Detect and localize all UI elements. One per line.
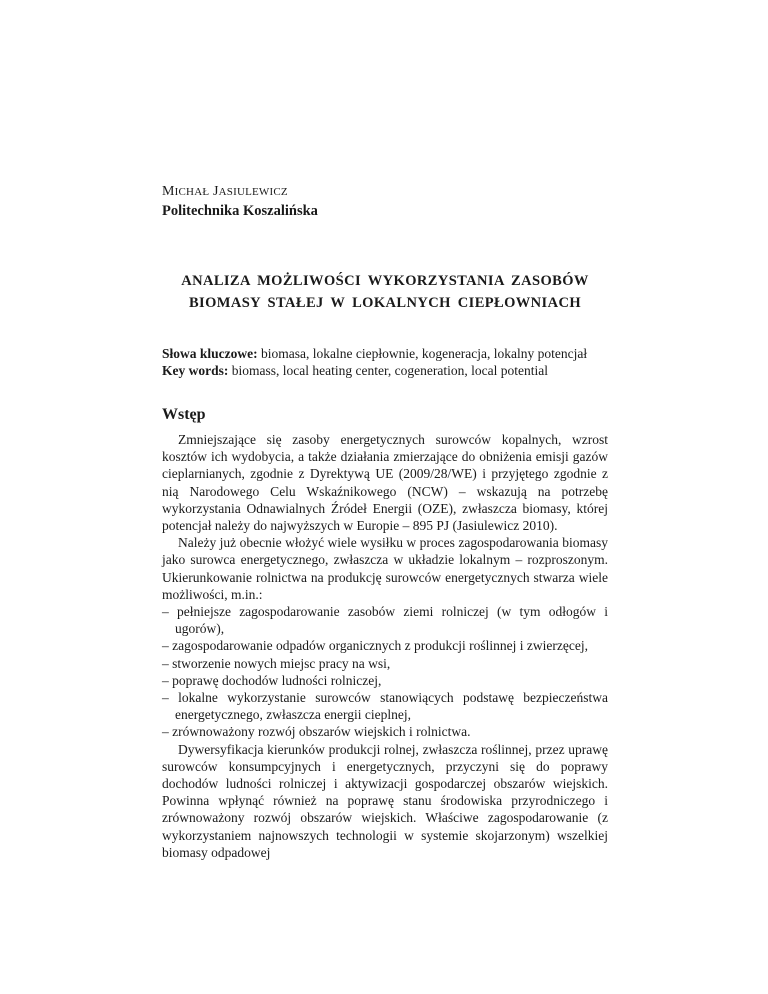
keywords-english-label: Key words:: [162, 363, 229, 378]
list-item: – poprawę dochodów ludności rolniczej,: [162, 672, 382, 688]
paper-title-line-2: BIOMASY STAŁEJ W LOKALNYCH CIEPŁOWNIACH: [188, 295, 582, 311]
list-item: – pełniejsze zagospodarowanie zasobów ziemi rolniczej (w tym odłogów i ugorów),: [162, 604, 608, 637]
keywords-polish-value: biomasa, lokalne ciepłownie, kogeneracja, lokalny potencjał: [257, 346, 588, 361]
paragraph: Zmniejszające się zasoby energetycznych surowców kopalnych, wzrost kosztów ich wydobycia, a także działania zmierzające do obniżenia emisji gazów cieplarnianych, zgodnie z Dyrektywą UE (2009/28/WE) i przyjętego zgodnie z nią Narodowego Celu Wskaźnikowego (NCW) – wskazują na potrzebę wykorzystania Odnawialnych Źródeł Energii (OZE), zwłaszcza biomasy, której potencjał należy do najwyższych w Europie – 895 PJ (Jasiulewicz 2010).: [162, 432, 608, 534]
author-affiliation: Politechnika Koszalińska: [162, 203, 318, 219]
author-first-initial: M: [162, 184, 175, 199]
section-heading: Wstęp: [162, 406, 206, 423]
list-item: – lokalne wykorzystanie surowców stanowiących podstawę bezpieczeństwa energetycznego, zwłaszcza energii cieplnej,: [162, 690, 608, 723]
keywords-english: [162, 363, 622, 379]
keywords-english-value: biomass, local heating center, cogeneration, local potential: [228, 363, 548, 378]
list-item: – stworzenie nowych miejsc pracy na wsi,: [162, 655, 391, 671]
paragraph: Dywersyfikacja kierunków produkcji rolnej, zwłaszcza roślinnej, przez uprawę surowców konsumpcyjnych i energetycznych, przyczyni się do poprawy dochodów ludności rolniczej i aktywizacji gospodarczej obszarów wiejskich. Powinna wpłynąć również na poprawę stanu środowiska przyrodniczego i zrównoważony rozwój obszarów wiejskich. Właściwe zagospodarowanie (z wykorzystaniem najnowszych technologii w systemie skojarzonym) wszelkiej biomasy odpadowej: [162, 741, 608, 860]
author-name: [162, 183, 288, 201]
author-first-rest: ICHAŁ: [174, 186, 210, 198]
list-item: – zrównoważony rozwój obszarów wiejskich i rolnictwa.: [162, 724, 471, 740]
section-body: [162, 431, 608, 861]
paper-title: [162, 270, 608, 314]
paragraph: Należy już obecnie włożyć wiele wysiłku w proces zagospodarowania biomasy jako surowca energetycznego, zwłaszcza w układzie lokalnym – rozproszonym. Ukierunkowanie rolnictwa na produkcję surowców energetycznych stwarza wiele możliwości, m.in.:: [162, 535, 608, 602]
paper-title-line-1: ANALIZA MOŻLIWOŚCI WYKORZYSTANIA ZASOBÓW: [181, 273, 589, 289]
keywords-polish-label: Słowa kluczowe:: [162, 346, 258, 361]
list-item: – zagospodarowanie odpadów organicznych z produkcji roślinnej i zwierzęcej,: [162, 638, 588, 654]
author-last-rest: ASIULEWICZ: [218, 186, 288, 198]
author-last-initial: J: [212, 184, 219, 199]
keywords-polish: [162, 346, 622, 362]
